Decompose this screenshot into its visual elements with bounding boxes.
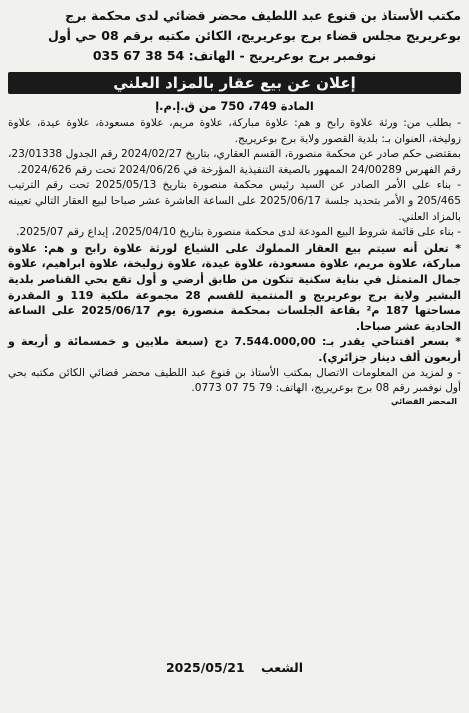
paragraph-contact: - و لمزيد من المعلومات الاتصال بمكتب الأستاذ بن قنوع عبد اللطيف محضر قضائي الكائن مكتبه بحي أول نوفمبر رقم 08 برج بوعريريج، الهاتف: 79 75 07 0773.	[8, 366, 461, 395]
announcement-title-banner: إعلان عن بيع عقار بالمزاد العلني	[8, 72, 461, 94]
bailiff-signature: المحضر القضائي	[390, 396, 457, 406]
paragraph-judgment: بمقتضى حكم صادر عن محكمة منصورة، القسم العقاري، بتاريخ 2024/02/27 رقم الجدول 23/01338، رقم الفهرس 24/00289 الممهور بالصيغة التنفيذية المؤرخة في 2024/06/26 تحت رقم 2024/626.	[8, 148, 461, 176]
header-line-3: نوفمبر برج بوعريريج - الهاتف: 54 38 67 035	[92, 48, 377, 63]
header-line-1: مكتب الأستاذ بن قنوع عبد اللطيف محضر قضائي لدى محكمة برج	[65, 8, 461, 23]
signature-row	[8, 397, 461, 411]
paragraph-court-order: - بناء على الأمر الصادر عن السيد رئيس محكمة منصورة بتاريخ 2025/05/13 تحت رقم الترتيب 205/465 و الأمر بتحديد جلسة 2025/06/17 على الساعة العاشرة عشر صباحا لبيع العقار التالي تعيينه بالمزاد العلني.	[8, 179, 461, 223]
article-reference: المادة 749، 750 من ق.إ.م.إ	[155, 99, 314, 113]
paragraph-property-description: * تعلن أنه سيتم بيع العقار المملوك على الشياع لورثة علاوة رابح و هم: علاوة مباركة، علاوة مريم، علاوة مسعودة، علاوة عيدة، علاوة زوليخة، علاوة ابراهيم، علاوة جمال المتمثل في بناية سكنية تتكون من طابق أرضي و أول تقع بحي القناصر بلدية البشير ولاية برج بوعريريج و المنتمية للقسم 28 مجموعة ملكية 119 و المقدرة مساحتها 187 م² بقاعة الجلسات بمحكمة منصورة يوم 2025/06/17 على الساعة الحادية عشر صباحا.	[8, 241, 462, 333]
publication-footer	[0, 660, 469, 675]
paragraph-requesters: - بطلب من: ورثة علاوة رابح و هم: علاوة مباركة، علاوة مريم، علاوة مسعودة، علاوة عيدة، علاوة زوليخة، العنوان بـ: بلدية القصور ولاية برج بوعريريج.	[8, 117, 461, 145]
newspaper-name: الشعب	[261, 660, 304, 675]
announcement-body	[8, 116, 461, 397]
paragraph-opening-price: * بسعر افتتاحي يقدر بـ: 7.544.000,00 دج (سبعة ملايين و خمسمائة و أربعة و أربعون ألف دينار جزائري).	[8, 335, 461, 364]
publication-date: 2025/05/21	[165, 660, 245, 675]
paragraph-conditions-list: - بناء على قائمة شروط البيع المودعة لدى محكمة منصورة بتاريخ 2025/04/10، إيداع رقم 2025/07.	[16, 226, 461, 239]
header-line-2: بوعريريج مجلس قضاء برج بوعريريج، الكائن مكتبه برقم 08 حي أول	[48, 28, 461, 43]
office-header	[8, 6, 461, 66]
